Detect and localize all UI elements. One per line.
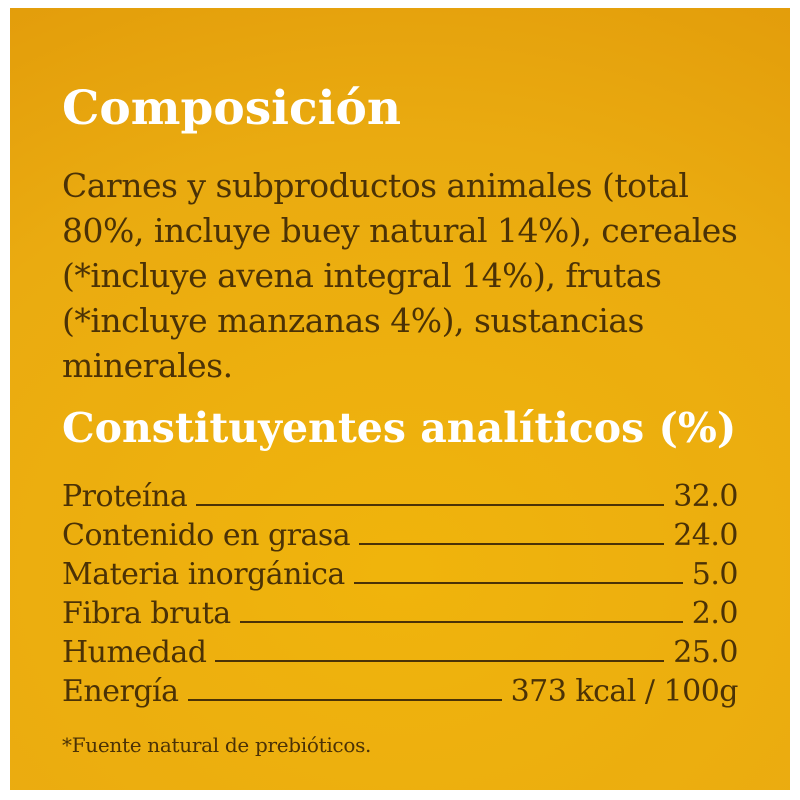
nutrition-panel [10,8,790,790]
leader-line [196,504,664,506]
constituent-value: 5.0 [691,556,738,592]
constituent-value: 32.0 [673,478,738,514]
analytical-row [62,673,738,709]
analytical-row [62,634,738,670]
analytical-row [62,478,738,514]
constituent-label: Proteína [62,478,188,514]
analytical-row [62,556,738,592]
constituent-label: Materia inorgánica [62,556,345,592]
analytical-row [62,595,738,631]
leader-line [354,582,683,584]
constituent-value: 373 kcal / 100g [510,673,738,709]
leader-line [215,660,664,662]
leader-line [240,621,683,623]
constituent-value: 24.0 [673,517,738,553]
constituent-value: 2.0 [691,595,738,631]
constituent-label: Energía [62,673,179,709]
composition-text: Carnes y subproductos animales (total 80%, incluye buey natural 14%), cereales (*incluye avena integral 14%), frutas (*incluye manzanas 4%), sustancias minerales. [62,165,738,385]
analytical-title: Constituyentes analíticos (%) [62,403,737,452]
prebiotics-footnote: *Fuente natural de prebióticos. [62,732,372,757]
analytical-row [62,517,738,553]
composition-title: Composición [62,81,402,136]
constituent-value: 25.0 [673,634,738,670]
constituent-label: Contenido en grasa [62,517,351,553]
constituent-label: Humedad [62,634,207,670]
leader-line [359,543,664,545]
analytical-table [62,478,738,709]
constituent-label: Fibra bruta [62,595,231,631]
leader-line [188,699,502,701]
